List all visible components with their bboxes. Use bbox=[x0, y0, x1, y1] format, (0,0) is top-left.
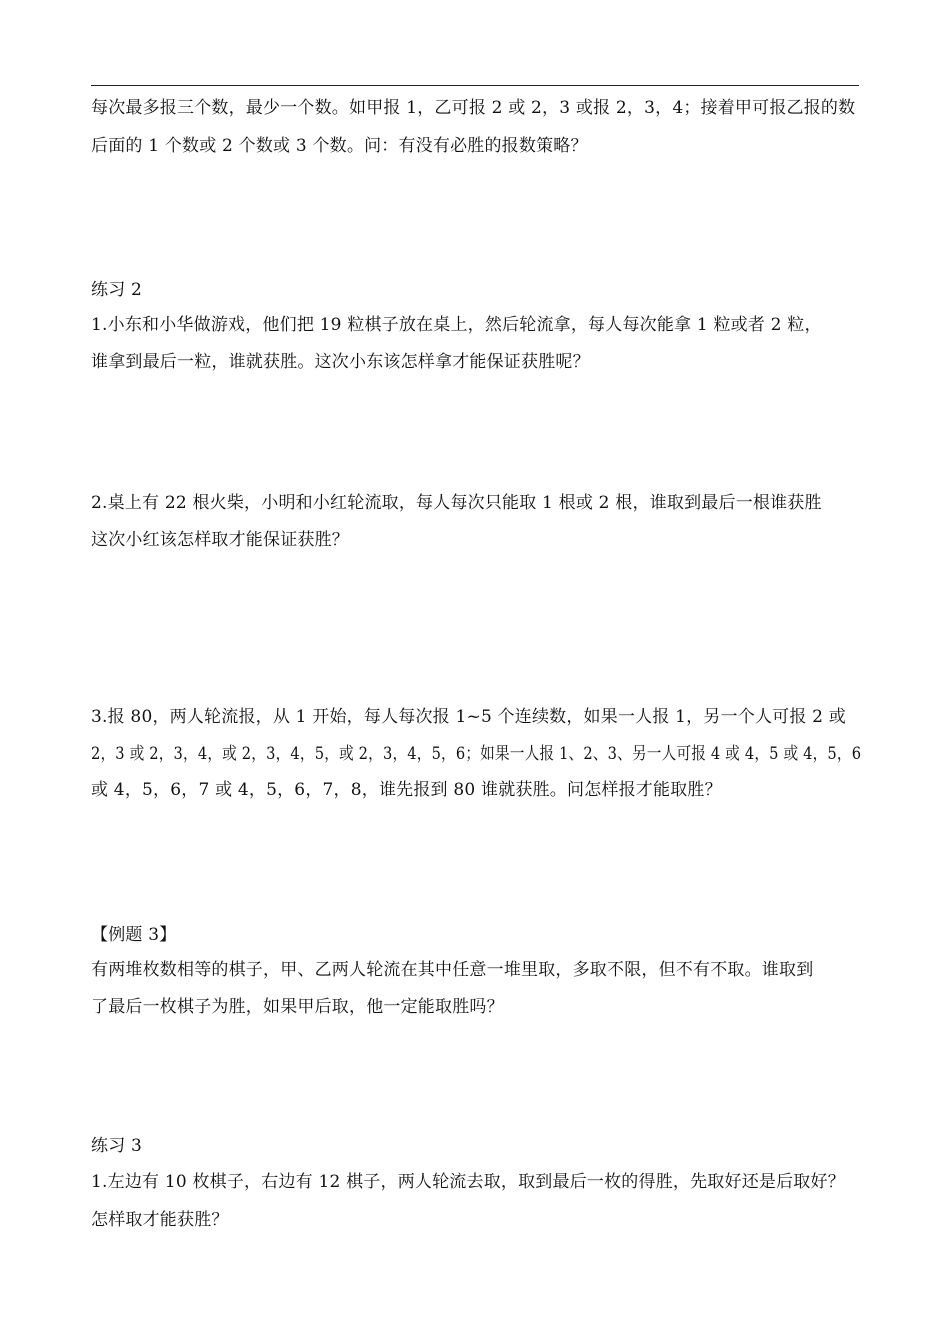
practice2-q3-line-2: 2，3 或 2，3，4，或 2，3，4，5，或 2，3，4，5，6；如果一人报 1、2、3、另一人可报 4 或 4，5 或 4，5，6 bbox=[91, 744, 862, 764]
practice3-q1-line-1: 1.左边有 10 枚棋子，右边有 12 棋子，两人轮流去取，取到最后一枚的得胜，先取好还是后取好？ bbox=[91, 1172, 845, 1192]
practice2-q3-line-1: 3.报 80，两人轮流报，从 1 开始，每人每次报 1~5 个连续数，如果一人报 1，另一个人可报 2 或 bbox=[91, 707, 847, 727]
practice3-q1-line-2: 怎样取才能获胜？ bbox=[91, 1210, 229, 1230]
practice2-heading: 练习 2 bbox=[91, 280, 143, 300]
intro-line-2: 后面的 1 个数或 2 个数或 3 个数。问：有没有必胜的报数策略？ bbox=[91, 136, 588, 156]
intro-line-1: 每次最多报三个数，最少一个数。如甲报 1，乙可报 2 或 2，3 或报 2，3，4；接着甲可报乙报的数 bbox=[91, 98, 856, 118]
header-rule bbox=[91, 85, 859, 86]
example3-line-2: 了最后一枚棋子为胜，如果甲后取，他一定能取胜吗？ bbox=[91, 997, 504, 1017]
practice2-q1-line-2: 谁拿到最后一粒，谁就获胜。这次小东该怎样拿才能保证获胜呢？ bbox=[91, 352, 590, 372]
practice2-q1-line-1: 1.小东和小华做游戏，他们把 19 粒棋子放在桌上，然后轮流拿，每人每次能拿 1 粒或者 2 粒， bbox=[91, 315, 822, 335]
practice2-q2-line-2: 这次小红该怎样取才能保证获胜？ bbox=[91, 530, 349, 550]
example3-heading: 【例题 3】 bbox=[91, 925, 177, 945]
example3-line-1: 有两堆枚数相等的棋子，甲、乙两人轮流在其中任意一堆里取，多取不限，但不有不取。谁取到 bbox=[91, 960, 814, 980]
practice2-q3-line-3: 或 4，5，6，7 或 4，5，6，7，8，谁先报到 80 谁就获胜。问怎样报才能取胜？ bbox=[91, 780, 722, 800]
practice2-q2-line-1: 2.桌上有 22 根火柴，小明和小红轮流取，每人每次只能取 1 根或 2 根，谁取到最后一根谁获胜 bbox=[91, 493, 822, 513]
practice3-heading: 练习 3 bbox=[91, 1136, 143, 1156]
